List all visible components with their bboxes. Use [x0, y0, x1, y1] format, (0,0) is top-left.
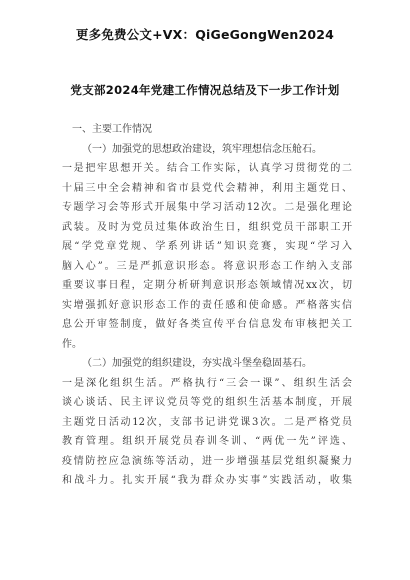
- paragraph-line: 谈心谈话、民主评议党员等党的组织生活基本制度，开展: [62, 397, 352, 408]
- document-body: [62, 120, 352, 491]
- paragraph-line: 教育管理。组织开展党员春训冬训、“两优一先”评选、: [62, 436, 352, 447]
- paragraph-line: 一是把牢思想开关。结合工作实际，认真学习贯彻党的二: [62, 163, 352, 174]
- subsection-heading: （一）加强党的思想政治建设，筑牢理想信念压舱石。: [82, 143, 322, 155]
- document-title: 党支部2024年党建工作情况总结及下一步工作计划: [70, 83, 340, 97]
- paragraph-line: 脑入心”。三是严抓意识形态。将意识形态工作纳入支部: [62, 260, 352, 272]
- paragraph-line: 专题学习会等形式开展集中学习活动12次。二是强化理论: [62, 202, 352, 213]
- promo-banner: 更多免费公文+VX：QiGeGongWen2024: [75, 27, 335, 42]
- paragraph-line: 息公开审签制度，做好各类宣传平台信息发布审核把关工: [62, 319, 352, 330]
- paragraph-line: 疫情防控应急演练等活动，进一步增强基层党组织凝聚力: [62, 455, 352, 467]
- paragraph-line: 主题党日活动12次，支部书记讲党课3次。二是严格党员: [62, 416, 352, 428]
- paragraph-line: 作。: [62, 338, 82, 350]
- paragraph-line: 和战斗力。扎实开展“我为群众办实事”实践活动，收集: [62, 475, 352, 486]
- paragraph-line: 十届三中全会精神和省市县党代会精神，利用主题党日、: [62, 182, 352, 194]
- paragraph-line: 一是深化组织生活。严格执行“三会一课”、组织生活会: [62, 377, 352, 389]
- paragraph-line: 武装。及时为党员过集体政治生日，组织党员干部职工开: [62, 221, 352, 233]
- paragraph-line: 实增强抓好意识形态工作的责任感和使命感。严格落实信: [62, 299, 352, 311]
- section-heading: 一、主要工作情况: [72, 124, 152, 135]
- subsection-heading: （二）加强党的组织建设，夯实战斗堡垒稳固基石。: [82, 358, 312, 369]
- paragraph-line: 重要议事日程，定期分析研判意识形态领域情况xx次，切: [62, 280, 352, 291]
- paragraph-line: 展“学党章党规、学系列讲话”知识竞赛，实现“学习入: [62, 241, 352, 252]
